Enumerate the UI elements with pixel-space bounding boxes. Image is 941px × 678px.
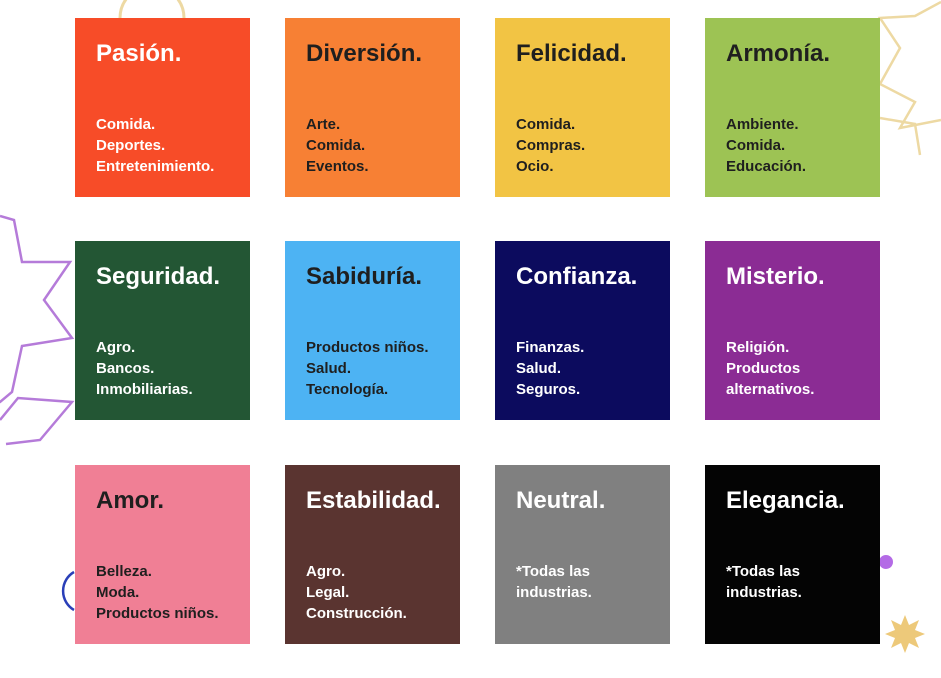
industry-item: Agro. — [96, 339, 136, 356]
card-industry-list — [516, 561, 664, 603]
industry-item: Productos alternativos. — [726, 360, 815, 398]
star-outline-decoration — [0, 216, 72, 402]
card-industry-list — [726, 561, 874, 603]
industry-item: Comida. — [96, 116, 156, 133]
burst-decoration — [885, 615, 925, 653]
color-card — [75, 465, 250, 644]
card-title: Elegancia. — [726, 487, 845, 514]
card-title: Felicidad. — [516, 40, 627, 67]
industry-item: Moda. — [96, 584, 140, 601]
card-industry-list — [516, 114, 664, 177]
industry-item: Agro. — [306, 563, 346, 580]
industry-item: Eventos. — [306, 158, 369, 175]
color-card — [495, 465, 670, 644]
industry-item: Comida. — [516, 116, 576, 133]
card-title: Amor. — [96, 487, 165, 514]
color-card — [495, 241, 670, 420]
industry-item: Seguros. — [516, 381, 581, 398]
card-title: Seguridad. — [96, 263, 221, 290]
industry-item: Educación. — [726, 158, 807, 175]
card-industry-list — [306, 114, 454, 177]
card-title: Sabiduría. — [306, 263, 423, 290]
industry-item: Comida. — [726, 137, 786, 154]
industry-item: Ocio. — [516, 158, 554, 175]
industry-item: Finanzas. — [516, 339, 585, 356]
industry-item: Entretenimiento. — [96, 158, 215, 175]
color-card — [495, 18, 670, 197]
ring-decoration — [63, 572, 74, 610]
industry-item: Inmobiliarias. — [96, 381, 193, 398]
card-title: Pasión. — [96, 40, 182, 67]
arc-outline-decoration — [120, 0, 184, 18]
card-title: Misterio. — [726, 263, 825, 290]
industry-item: Legal. — [306, 584, 350, 601]
industry-item: Construcción. — [306, 605, 407, 622]
industry-item: Compras. — [516, 137, 586, 154]
industry-item: Arte. — [306, 116, 341, 133]
color-card — [75, 18, 250, 197]
industry-item: Tecnología. — [306, 381, 389, 398]
zigzag-outline-lower — [880, 118, 920, 155]
card-title: Diversión. — [306, 40, 423, 67]
color-card — [285, 241, 460, 420]
industry-item: Salud. — [306, 360, 352, 377]
card-industry-list — [306, 337, 454, 400]
card-title: Armonía. — [726, 40, 831, 67]
zigzag-outline-decoration — [880, 2, 941, 128]
industry-item: Productos niños. — [306, 339, 429, 356]
industry-item: *Todas las industrias. — [516, 563, 592, 601]
industry-item: Productos niños. — [96, 605, 219, 622]
industry-item: *Todas las industrias. — [726, 563, 802, 601]
card-title: Neutral. — [516, 487, 606, 514]
card-industry-list — [96, 114, 244, 177]
industry-item: Religión. — [726, 339, 790, 356]
industry-item: Ambiente. — [726, 116, 799, 133]
color-card — [705, 241, 880, 420]
color-card — [75, 241, 250, 420]
card-industry-list — [726, 114, 874, 177]
card-industry-list — [306, 561, 454, 624]
color-card — [705, 465, 880, 644]
card-title: Confianza. — [516, 263, 638, 290]
industry-item: Salud. — [516, 360, 562, 377]
industry-item: Deportes. — [96, 137, 166, 154]
card-industry-list — [96, 561, 244, 624]
card-industry-list — [516, 337, 664, 400]
card-title: Estabilidad. — [306, 487, 441, 514]
dot-decoration — [879, 555, 893, 569]
industry-item: Comida. — [306, 137, 366, 154]
card-industry-list — [96, 337, 244, 400]
card-industry-list — [726, 337, 874, 400]
star-outline-lower — [0, 398, 72, 444]
color-card — [705, 18, 880, 197]
color-card — [285, 18, 460, 197]
industry-item: Bancos. — [96, 360, 155, 377]
color-card — [285, 465, 460, 644]
industry-item: Belleza. — [96, 563, 152, 580]
